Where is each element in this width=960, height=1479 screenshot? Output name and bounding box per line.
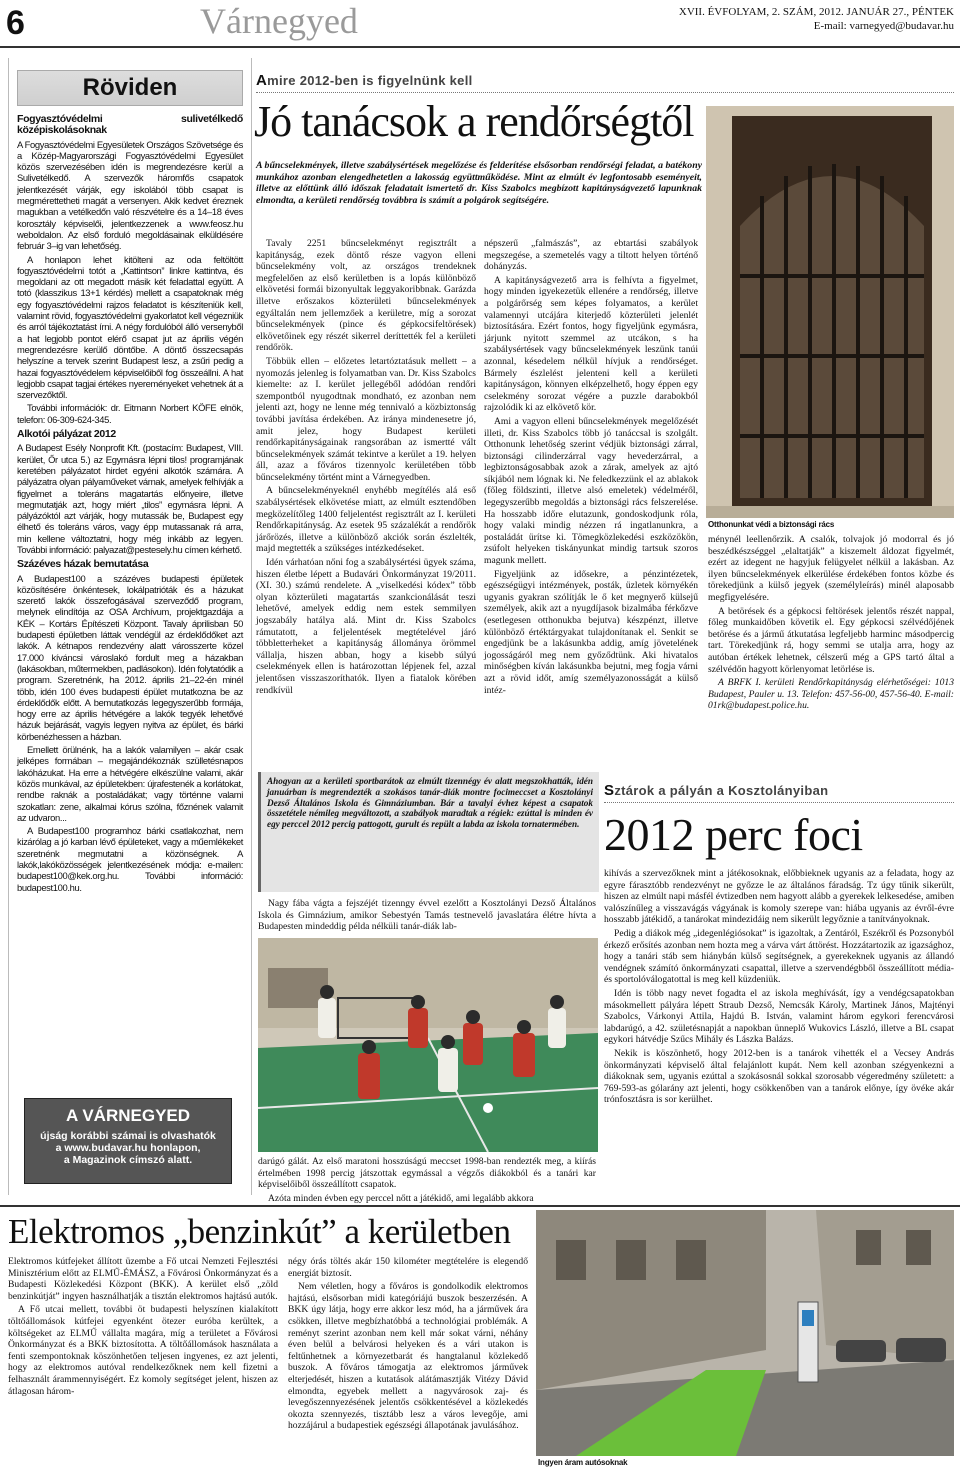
police-kicker [256,72,473,89]
promo-line: a Magazinok címszó alatt. [63,1154,193,1166]
ev-paragraph: négy órás töltés akár 150 kilométer megtételére is elegendő energiát biztosít. [288,1256,528,1279]
kicker-text: ztárok a pályán a Kosztolányiban [614,783,829,798]
gym-football-photo [258,938,598,1152]
promo-box [24,1098,232,1184]
football-bottom [258,1156,596,1206]
brief-heading: Alkotói pályázat 2012 [17,428,116,441]
police-column-2 [484,238,698,698]
police-paragraph: Figyeljünk az idősekre, a pénzintézetek, egészségügyi intézmények, posták, üzletek környékén ugyanis gyakran szólítják le ő ket megnyerő külsejű személyek, akik azt a nyugdíjasok bizalmába férkőzve (esetlegesen otthonukba bejutva) készpénzt, illetve különböző értéktárgyakat tulajdonítanak el. Senkit se engedjünk be a lakásunkba addig, amíg jövetelének jogosságáról meg nem győződtünk. Aki hivatalos minőségben kíván lakásunkba bejutni, meg fogja várni azt a rövid időt, amíg személyazonosságát a külső intéz- [484,568,698,696]
promo-title: A VÁRNEGYED [65,1106,191,1125]
window-bars-photo [706,106,954,518]
ev-column-2 [288,1256,528,1434]
police-paragraph: A betörések és a gépkocsi feltörések jelentős részét nappal, főleg munkaidőben követik el. Egy gépkocsi szélvédőjének betörése és a jármű átkutatása legfeljebb harminc másodpercig tart. Törekedjünk rá, hogy semmi se utalja arra, hogy az autóban értékek lehetnek, célszerű még a GPS tartó által a szélvédőn hagyott körlenyomat letörlése is. [708,605,954,675]
brief-paragraph: Emellett örülnénk, ha a lakók valamilyen – akár csak jelképes formában – megajándékoznák szülletésnapos lakóházukat. Ha erre a hétvégére elkészülne valami, akár közös munkával, az épületekben: újrafestenék a korlátokat, rendbe raknák a postaládákat; vagy történne valami szokatlan: zene, alkalmai kórus szólna, főznének valamit az udvaron... [17,744,243,823]
section-divider [0,1205,960,1207]
issue-info: XVII. ÉVFOLYAM, 2. SZÁM, 2012. JANUÁR 27., PÉNTEK [678,6,954,18]
ev-paragraph: A Fő utcai mellett, további öt budapesti helyszínen kialakított töltőállomások kútfejei egyenként ötezer euróba kerültek, a költségeket az ELMŰ vállalta magára, míg a területet a Fővárosi Önkormányzat és a BKK biztosította. A töltőállomások használata a fenti szempontoknak köszönhetően teljesen ingyenes, ez azt jelenti, hogy az elektromos autóval rendelkezőknek nem kell fizetni a felhasznált árammennyiségért. Ez komoly segítséget jelent, hiszen az átlagosan három- [8,1304,278,1397]
brief-paragraph: A honlapon lehet kitölteni az oda feltöltött fogyasztóvédelmi totót a „Kattintson” linkre kattintva, és megoldani az ott megadott másik két feladattal együtt. A totó (klasszikus 13+1 kérdés) mellett a csapatoknak még egy fogyasztóvédelmi rajzos feladatot is készíteniük kell, valamint rövid, fogyasztóvédelmi gyakorlatot kell végezniük és arról tájékoztatást írni. A négy fordulóból álló versenyből a hat legjobb pontot elérő csapat jut az április végén megrendezésre kerülő döntőbe. A döntő összecsapás helyszíne a tervek szerint Budapest lesz, a zsűri pedig a hazai fogyasztóvédelem képviselőiből fog összeállni. A hat legjobb csapat tagjai értékes nyereményeket vehetnek át a szervezőktől. [17,253,243,401]
brief-heading: Fogyasztóvédelmi sulivetélkedő középiskolásoknak [17,113,243,137]
window-bars-illustration [706,106,954,518]
football-intro: Nagy fába vágta a fejszéjét tizenngy évvel ezelőtt a Kosztolányi Dezső Általános Iskola és Gimnázium, amikor Sebestyén Tamás testnevelő javaslatára élétre hívta a Budapesten mindeddig példa nélküli tanár-diák lab- [258,898,596,933]
kicker-text: mire 2012-ben is figyelnünk kell [267,73,473,88]
kicker-rule [604,802,954,803]
football-paragraph: Idén is több nagy nevet fogadta el az iskola meghívását, így a vendégcsapatokban másokmellett pályára lépett Straub Dezső, Nemcsák Károly, Martinek János, Majtényi Szabolcs, Várkonyi Attila, Hajdú B. István, valamint három egykori ferencvárosi labdarúgó, a 42. születésnapját a napokban ünneplő Wukovics László, illetve a BL csapat egykori hátvédje Szűcs Mihály és Lászka Balázs. [604,987,954,1046]
ev-column-1 [8,1256,278,1399]
football-right-column [604,868,954,1108]
ev-paragraph: Nem véletlen, hogy a főváros is gondolkodik elektromos hajtású, elsősorban midi kategóriájú buszok beszerzésén. A BKK úgy látja, hogy erre akkor lesz mód, ha a járművek ára csökken, illetve megbízhatóbbá a technológiai problémák. A reményt szerint azonban nem kell már sokat várni, néhány éven belül a belvárosi helyeken és a vári utakon is feltűnhetnek a környezetbarát és hangtalanul közlekedő buszok. A főváros támogatja az elektromos járművek elterjedését, hiszen a kutatások alátámasztják Vitézy Dávid elmondta, egyebek mellett a nagyvárosok zaj- és levegőszennyezésének jelentős csökkentésével a közlekedés okozta szennyezés, tisztább lesz a város levegője, ami hozzájárul a budapestiek egészségi állapotának javulásához. [288,1281,528,1432]
page-header [0,0,960,48]
football-title: 2012 perc foci [604,809,863,860]
page-number: 6 [6,4,25,42]
football-lead: Ahogyan az a kerületi sportbarátok az elmúlt tizennégy év alatt megszokhatták, idén januárban is megrendezték a szokásos tanár-diák montre focimeccset a Kosztolányi Dezső Általános Iskola és Gimnáziumban. Bár a tavalyi évhez képest a csapatok összetétele némileg megváltozott, a szabályok maradtak a régiek: ezúttal is minden év egy perccel 2012 percig pattogott, gurult és repült a labda az iskola tornatermében. [267,776,593,830]
police-paragraph: A bűncselekményeknél enyhébb megítélés alá eső szabálysértések elkövetése miatt, az elmúlt esztendőben megközelítőleg 1400 feljelentést regisztrált az I. kerületi Rendőrkapitányság. Az esetek 95 százalékát a rendőrök járőrözés, illetve a különböző akciók során észlelték, majd megtették a szükséges intézkedéseket. [256,485,476,555]
football-kicker [604,782,828,799]
charging-station-photo [536,1210,954,1456]
ev-title: Elektromos „benzinkút” a kerületben [8,1212,511,1251]
kicker-initial: S [604,782,615,799]
police-paragraph: Ami a vagyon elleni bűncselekmények megelőzését illeti, dr. Kiss Szabolcs több jó tanáccsal is szolgált. Otthonunk lehetőség szerint védjük biztonsági zárral, biztonsági cilinderzárral vagy hevederzárral, a legbiztonságosabbak azok a zárak, amelyek az ajtó síkjából nem lógnak ki. Ne feledkezzünk el az ablakok (főleg földszinti, illetve alsó emeletek) védelméről, legegyszerűbb megoldás a biztonsági rács felszerelése. Ha hosszabb időre elutazunk, gondoskodjunk róla, hogy valaki mindig nézzen rá ingatlanunkra, a postaládát ürítse ki. Tömegközlekedési eszközökön, zsúfolt helyeken tiskányunkat mindig tartsuk szoros magunk mellett. [484,415,698,567]
brief-paragraph: A Budapest100 programhoz bárki csatlakozhat, nem kizárólag a jó karban lévő épületeket, vagy a műemlékeket szeretnénk megmutatni a közönségnek. A lakók,lakóközösségek jelentkezésének módja: e-mailen: budapest100@kek.org.hu. További információ: budapest100.hu. [17,825,243,893]
football-paragraph: Azóta minden évben egy perccel nőtt a játékidő, ami legalább akkora [268,1192,534,1204]
brief-paragraph: A Fogyasztóvédelmi Egyesületek Országos Szövetsége és a Közép-Magyarországi Fogyasztóvédelmi Egyesület közös szervezésében idén is megrendezésre kerül a Sulivetélkedő. A szervezők háromfős csapatok jelentkezését várják, egy iskolából több csapat is megmérettetheti magát a versenyen. Akik kedvet éreznek magukban a vetélkedőn való részvételre és a 14–18 éves korosztály képviselői, jelentkezzenek a www.feosz.hu weboldalon. Az első forduló megoldásainak elküldésére február 3–ig van lehetőség. [17,138,243,252]
street-illustration [536,1210,954,1456]
police-paragraph: Idén várhatóan nőni fog a szabálysértési ügyek száma, hiszen életbe lépett a Budavári Önkormányzat 19/2011. (XI. 30.) számú rendelete. A „viselkedési kódex” több olyan közterületi magatartás szankcionálását teszi lehetővé, amelyek eddig nem estek semmilyen jogszabály hatálya alá. Mint dr. Kiss Szabolcs rámutatott, a feljelentések megtételével járó többletterheket a kapitányság állománya örömmel vállalja, hiszen abban, hogy a kisebb súlyú cselekmények ellen is határozottan lépjenek fel, azzal jelentősen visszaszoríthatók. Ilyen a fiatalok körében rendkívül [256,557,476,696]
masthead: Várnegyed [200,1,358,41]
football-paragraph: Nekik is köszönhető, hogy 2012-ben is a tanárok vihették el a Vecsey András önkormányzati képviselő által felajánlott kupát. Nem kell azonban szégyenkezni a diákoknak sem, ugyanis ezúttal a szokásosnál sokkal szorosabb végeredmény született: a 769-593-as gólarány azt jelenti, hogy csökkenőben van a tanárok előnye, így övéke akár trónfosztásra is sor kerülhet. [604,1047,954,1106]
police-column-1 [256,238,476,698]
kicker-initial: A [256,72,268,89]
football-paragraph: Pedig a diákok még „idegenlégiósokat” is igazoltak, a Zentáról, Eszékről és Pozsonyból érkező erősítés azonban nem hozta meg a várva várt áttörést. Hozzátartozik az igazsághoz, hogy a tanári stáb sem hiánybán külső segítségnek, a gyerekeknek ugyanis az állandó vendégnek számító önkormányzati csapattal, illetve a szervendégbből összeállított média- és sportolóválogatottal is meg kell küzdeniük. [604,927,954,986]
briefs-column [8,58,252,1195]
promo-line: újság korábbi számai is olvashatók [40,1130,216,1142]
window-photo-caption: Otthonunkat védi a biztonsági rács [708,520,835,529]
police-paragraph: A kapitányságvezető arra is felhívta a figyelmet, hogy minden igyekezetük ellenére a rendőrség, illetve a polgárőrség sem képes folyamatos, a kerület valamennyi utcájára kiterjedő közterületi jelenlét biztosítására. Ezért fontos, hogy figyeljünk egymásra, járjunk nyitott szemmel az utcákon, s ha szabálysértések vagy bűncselekmények leszünk tanúi azonnal, késedelem nélkül hívjuk a rendőrséget. Bármely észlelést jelenteni kell a kerületi kapitányságon, könnyen elképzelhető, hogy éppen egy cselekmény sorozat végére a puzzle darabokból rajzolódik ki az elkövető kör. [484,274,698,414]
ev-photo-caption: Ingyen áram autósoknak [538,1458,628,1467]
briefs-title: Röviden [82,74,178,101]
football-lead-box [258,772,599,892]
briefs-title-bar [17,70,243,106]
header-email[interactable]: E-mail: varnegyed@budavar.hu [813,20,954,32]
police-paragraph: Többük ellen – előzetes letartóztatásuk mellett – a nyomozás jelenleg is folyamatban van. Dr. Kiss Szabolcs kiemelte: az I. kerület jellegéből adódóan rendőri szempontból nyugodtnak mondható, ez azonban nem jelenti azt, hogy ne lenne még tennivaló a közbiztonság további javítása érdekében. Az iránya mindenesetre jó, amit jelez, hogy Budapest kerületi rendőrkapitányságainak rangsorában az ismertté vált bűncselekmények számát tekintve a kerület a 19. helyen áll, azaz a főváros tizennyolc kerületében több bűncselekmény történt mint a Várnegyedben. [256,355,476,483]
police-column-3 [708,534,954,714]
gym-illustration [258,938,598,1152]
brief-heading: Százéves házak bemutatása [17,558,149,571]
ev-paragraph: Elektromos kútfejeket állított üzembe a Fő utcai Nemzeti Fejlesztési Minisztérium előtt az ELMŰ-ÉMÁSZ, a Fővárosi Önkormányzat és a Budapesti Közlekedési Központ (BKK). A kerület első „zöld benzinkútját” ingyen használhatják a tisztán elektromos hajtású autók. [8,1256,278,1302]
police-paragraph: ménynél leellenőrzik. A csalók, tolvajok jó modorral és jó beszédkészséggel „elaltatják” a kiszemelt áldozat figyelmét, ezért az idegent ne hagyjuk felügyelet nélkül a lakásban. Az ilyen bűncselekmények elkerülése érdekében fontos közbe és törekedjünk a külső jegyek (személyleírás) minél alaposabb megfigyelésére. [708,534,954,603]
brief-paragraph: További információk: dr. Eitmann Norbert KÖFE elnök, telefon: 06-309-624-345. [17,402,243,425]
brief-paragraph: A Budapest100 a százéves budapesti épületek közösítésére önkéntesek, lokálpatrióták és a házukat szerető lakók összefogásával szerveződő program, melynek elindítója az OSA Archívum, projektgazdája a KÉK – Kortárs Építészeti Központ. Tavaly áprilisban 50 budapesti épületben láttak vendégül az érdeklődőket azt lakók. A kétnapos rendezvény alatt városszerte közel 17.000 kíváncsi városlakó fordult meg a házakban (lakásokban, műtermekben, padlásokon). Idén folytatódik a program. Szeretnénk, ha 2012. április 21–22-én minél több, idén 100 éves budapesti épület mutatkozna be az érdeklődők előtt. A bemutatkozás legegyszerűbb formája, hogy erre az április hétvégére a lakók tegyék lehetővé házuk bejárását, vagyis legyen nyitva az épület, és bárki körbenézhessen a házban. [17,572,243,742]
header-divider [0,46,960,48]
police-paragraph: Tavaly 2251 bűncselekményt regisztrált a kapitányság, ezek döntő része vagyon elleni bűncselekmény volt, az országos trendeknek megfelelően az első kerületben is a lopás különböző elkövetési formái bizonyultak leggyakoribbnak. Garázda illetve erőszakos közterületi bűncselekmények egyáltalán nem jellemzőek a kerületre, míg a sorozat bűncselekmények (pince és gépkocsifeltörések) elkövetőinek egy részét sikerrel deríttették fel a kerületi rendőrök. [256,238,476,354]
football-paragraph: kihívás a szervezőknek mint a játékosoknak, előbbieknek ugyanis az a feladata, hogy az egyre fárasztóbb rendezvényt ne győzze le az általános fáradság. Tz úgy tűnik sikerült, hiszen az elmúlt napi másfél évtizedben nem hagyott alább a gyerekek lelkesedése, amiben valószínűleg a visszavágás vágyának is komoly szerepe van: hiába ugyanis az évről-évre hosszabb játékidő, a tanárokat mindezidáig nem sikerült legyőznie a tanítványoknak. [604,868,954,926]
kicker-rule [256,92,954,93]
police-paragraph: népszerű „falmászás”, az ebtartási szabályok megszegése, a szemetelés vagy a tiltott helyen történő dohányzás. [484,238,698,273]
brief-paragraph: A Budapest Esély Nonprofit Kft. (postacím: Budapest, VIII. kerület, Őr utca 5.) az Egymásra lépni tilos! programjának keretében pályázatot hirdet egyéni alkotók számára. A pályázatra olyan pályaműveket várnak, amelyek felhívják a figyelmet a toleráns magatartás előnyeire, illetve megmutatják azt, hogy miért „tilos” egymásra lépni. A pályázóktól azt várják, hogy mutassák be, Budapest egy élhető és toleráns város, vagy épp mutassanak rá arra, min kellene változtatni, hogy még inkább az legyen. További információ: palyazat@pestesely.hu címen kérhető. [17,442,243,555]
police-lead: A bűncselekmények, illetve szabálysértések megelőzése és felderítése elsősorban rendőrségi feladat, a batékony munkához azonban elengedhetetlen a lakosság együttműködése. Mint az elmúlt év legfontosabb eseményeit, illetve az előttünk álló időszak feladatait ismertető dr. Kiss Szabolcs megbízott kapitányságvezető lapunknak elmondta, a kerületi rendőrség továbbra is számít a polgárok segítségére. [256,160,702,206]
police-contact: A BRFK I. kerületi Rendőrkapitányság elérhetőségei: 1013 Budapest, Pauler u. 13. Telefon: 457-56-00, 457-56-40. E-mail: 01rk@budapest.police.hu. [708,677,954,712]
promo-link[interactable]: a www.budavar.hu honlapon, [55,1142,201,1154]
football-paragraph: darúgó gálát. Az első maratoni hosszúságú meccset 1998-ban rendezték meg, a kiírás értelmében 1998 percig játszottak egymással a végzős diákokból és a tanári kar képviselőiből összeállított csapatok. [258,1156,596,1191]
police-title: Jó tanácsok a rendőrségtől [254,97,694,146]
